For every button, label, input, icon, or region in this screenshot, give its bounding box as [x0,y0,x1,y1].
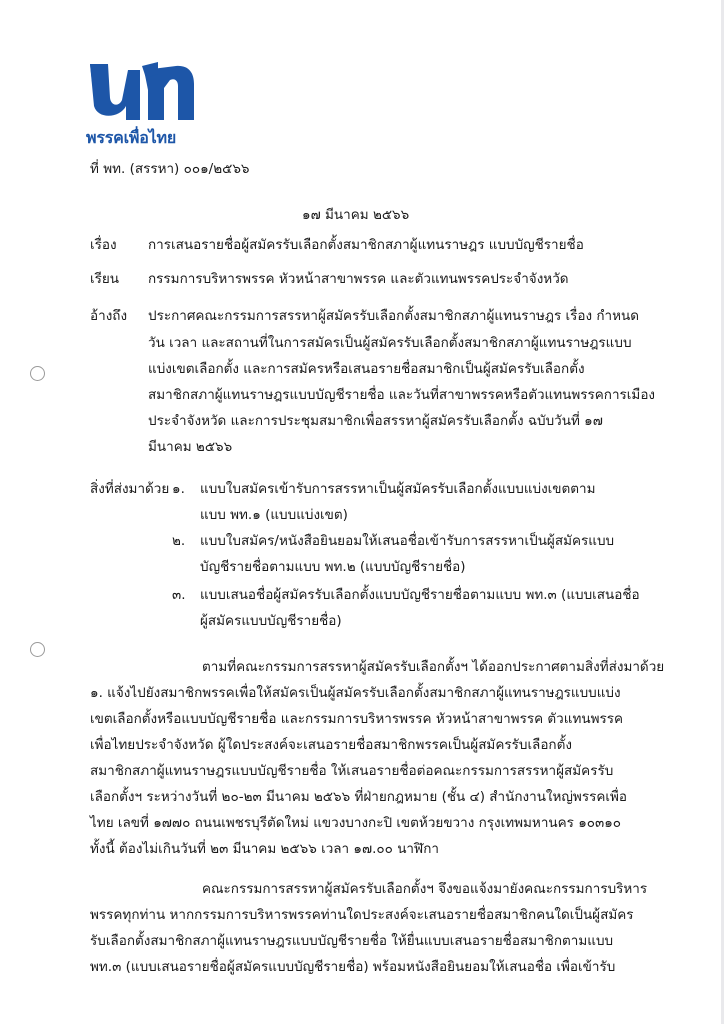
punch-hole [30,366,45,381]
body-line: ตามที่คณะกรรมการสรรหาผู้สมัครรับเลือกตั้งฯ ได้ออกประกาศตามสิ่งที่ส่งมาด้วย [202,659,665,675]
reference-to-label: อ้างถึง [90,308,128,324]
subject-text: การเสนอรายชื่อผู้สมัครรับเลือกตั้งสมาชิกสภาผู้แทนราษฎร แบบบัญชีรายชื่อ [148,237,584,253]
enclosure-number: ๑. [172,481,185,497]
enclosure-line: แบบเสนอชื่อผู้สมัครรับเลือกตั้งแบบบัญชีรายชื่อตามแบบ พท.๓ (แบบเสนอชื่อ [200,587,640,603]
enclosures-label: สิ่งที่ส่งมาด้วย [90,481,170,497]
reference-line: แบ่งเขตเลือกตั้ง และการสมัครหรือเสนอรายชื่อสมาชิกเป็นผู้สมัครรับเลือกตั้ง [148,361,585,377]
reference-line: ประจำจังหวัด และการประชุมสมาชิกเพื่อสรรหาผู้สมัครรับเลือกตั้ง ฉบับวันที่ ๑๗ [148,413,603,429]
body-line: พรรคทุกท่าน หากกรรมการบริหารพรรคท่านใดประสงค์จะเสนอรายชื่อสมาชิกคนใดเป็นผู้สมัคร [90,907,634,923]
reference-line: สมาชิกสภาผู้แทนราษฎรแบบบัญชีรายชื่อ และวันที่สาขาพรรคหรือตัวแทนพรรคการเมือง [148,387,656,403]
party-name: พรรคเพื่อไทย [86,128,177,147]
reference-line: มีนาคม ๒๕๖๖ [148,439,233,455]
body-line: เขตเลือกตั้งหรือแบบบัญชีรายชื่อ และกรรมการบริหารพรรค หัวหน้าสาขาพรรค ตัวแทนพรรค [90,711,623,727]
recipient-text: กรรมการบริหารพรรค หัวหน้าสาขาพรรค และตัวแทนพรรคประจำจังหวัด [148,271,569,287]
party-logo-mark [86,62,196,124]
subject-label: เรื่อง [90,237,117,253]
body-line: ไทย เลขที่ ๑๗๗๐ ถนนเพชรบุรีตัดใหม่ แขวงบางกะปิ เขตห้วยขวาง กรุงเทพมหานคร ๑๐๓๑๐ [90,815,622,831]
reference-line: วัน เวลา และสถานที่ในการสมัครเป็นผู้สมัครรับเลือกตั้งสมาชิกสภาผู้แทนราษฎรแบบ [148,335,632,351]
recipient-label: เรียน [90,271,120,287]
enclosure-number: ๓. [172,587,186,603]
document-date: ๑๗ มีนาคม ๒๕๖๖ [302,207,410,223]
document-reference: ที่ พท. (สรรหา) ๐๐๑/๒๕๖๖ [90,161,250,177]
body-line: เพื่อไทยประจำจังหวัด ผู้ใดประสงค์จะเสนอรายชื่อสมาชิกพรรคเป็นผู้สมัครรับเลือกตั้ง [90,737,572,753]
punch-hole [30,642,45,657]
enclosure-line: แบบ พท.๑ (แบบแบ่งเขต) [200,507,348,523]
party-logo [86,62,196,154]
reference-line: ประกาศคณะกรรมการสรรหาผู้สมัครรับเลือกตั้งสมาชิกสภาผู้แทนราษฎร เรื่อง กำหนด [148,308,640,324]
enclosure-number: ๒. [172,533,186,549]
body-line: พท.๓ (แบบเสนอรายชื่อผู้สมัครแบบบัญชีรายชื่อ) พร้อมหนังสือยินยอมให้เสนอชื่อ เพื่อเข้ารับ [90,959,616,975]
body-line: ๑. แจ้งไปยังสมาชิกพรรคเพื่อให้สมัครเป็นผู้สมัครรับเลือกตั้งสมาชิกสภาผู้แทนราษฎรแบบแบ่ง [90,685,621,701]
enclosure-line: แบบใบสมัคร/หนังสือยินยอมให้เสนอชื่อเข้ารับการสรรหาเป็นผู้สมัครแบบ [200,533,615,549]
enclosure-line: ผู้สมัครแบบบัญชีรายชื่อ) [200,613,342,629]
body-line: รับเลือกตั้งสมาชิกสภาผู้แทนราษฎรแบบบัญชีรายชื่อ ให้ยื่นแบบเสนอรายชื่อสมาชิกตามแบบ [90,933,614,949]
enclosure-line: แบบใบสมัครเข้ารับการสรรหาเป็นผู้สมัครรับเลือกตั้งแบบแบ่งเขตตาม [200,481,596,497]
body-line: เลือกตั้งฯ ระหว่างวันที่ ๒๐-๒๓ มีนาคม ๒๕๖๖ ที่ฝ่ายกฎหมาย (ชั้น ๔) สำนักงานใหญ่พรรคเพื่อ [90,789,627,805]
enclosure-line: บัญชีรายชื่อตามแบบ พท.๒ (แบบบัญชีรายชื่อ) [200,559,466,575]
body-line: ทั้งนี้ ต้องไม่เกินวันที่ ๒๓ มีนาคม ๒๕๖๖ เวลา ๑๗.๐๐ นาฬิกา [90,841,439,857]
body-line: สมาชิกสภาผู้แทนราษฎรแบบบัญชีรายชื่อ ให้เสนอรายชื่อต่อคณะกรรมการสรรหาผู้สมัครรับ [90,763,614,779]
body-line: คณะกรรมการสรรหาผู้สมัครรับเลือกตั้งฯ จึงขอแจ้งมายังคณะกรรมการบริหาร [202,881,648,897]
